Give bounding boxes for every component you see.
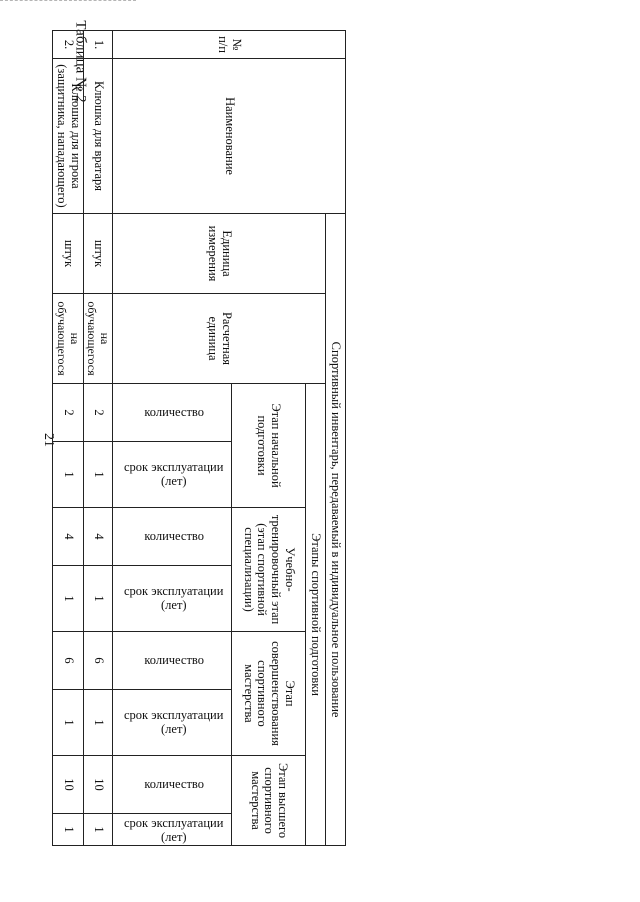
header-calc-unit: Расчетная единица bbox=[113, 294, 326, 384]
row-value: 1 bbox=[53, 814, 84, 846]
header-quantity-3: количество bbox=[113, 632, 232, 690]
table-row bbox=[53, 31, 84, 846]
row-name: Клюшка для вратаря bbox=[83, 59, 112, 214]
header-stage-training: Учебно-тренировочный этап (этап спортивной специализации) bbox=[232, 508, 306, 632]
row-value: 10 bbox=[83, 756, 112, 814]
row-value: 6 bbox=[53, 632, 84, 690]
header-quantity-4: количество bbox=[113, 756, 232, 814]
header-quantity-2: количество bbox=[113, 508, 232, 566]
row-value: 2 bbox=[53, 384, 84, 442]
table-row bbox=[83, 31, 112, 846]
header-stage-initial: Этап начальной подготовки bbox=[232, 384, 306, 508]
row-num: 2. bbox=[53, 31, 84, 59]
header-term-2: срок эксплуатации (лет) bbox=[113, 566, 232, 632]
header-term-1: срок эксплуатации (лет) bbox=[113, 442, 232, 508]
table-label-text: Таблица № 2 bbox=[72, 19, 89, 103]
page-number: 21 bbox=[41, 433, 56, 447]
row-value: 1 bbox=[83, 690, 112, 756]
header-num: № п/п bbox=[113, 31, 346, 59]
header-inventory-group: Спортивный инвентарь, передаваемый в индивидуальное пользование bbox=[326, 214, 346, 846]
header-name: Наименование bbox=[113, 59, 346, 214]
header-unit: Единица измерения bbox=[113, 214, 326, 294]
header-stage-improvement: Этап совершенствования спортивного мастерства bbox=[232, 632, 306, 756]
row-value: 1 bbox=[53, 566, 84, 632]
row-calc-unit: на обучающегося bbox=[83, 294, 112, 384]
row-value: 1 bbox=[83, 814, 112, 846]
row-num: 1. bbox=[83, 31, 112, 59]
header-stage-higher: Этап высшего спортивного мастерства bbox=[232, 756, 306, 846]
row-value: 1 bbox=[53, 690, 84, 756]
row-value: 1 bbox=[83, 566, 112, 632]
row-calc-unit: на обучающегося bbox=[53, 294, 84, 384]
header-quantity-1: количество bbox=[113, 384, 232, 442]
row-value: 4 bbox=[53, 508, 84, 566]
row-value: 1 bbox=[53, 442, 84, 508]
row-unit: штук bbox=[83, 214, 112, 294]
header-term-3: срок эксплуатации (лет) bbox=[113, 690, 232, 756]
row-value: 4 bbox=[83, 508, 112, 566]
header-stages-group: Этапы спортивной подготовки bbox=[306, 384, 326, 846]
row-value: 10 bbox=[53, 756, 84, 814]
header-term-4: срок эксплуатации (лет) bbox=[113, 814, 232, 846]
inventory-table bbox=[52, 30, 346, 846]
row-name: Клюшка для игрока (защитника, нападающего) bbox=[53, 59, 84, 214]
row-value: 1 bbox=[83, 442, 112, 508]
row-value: 2 bbox=[83, 384, 112, 442]
scan-edge-line bbox=[0, 0, 136, 2]
row-unit: штук bbox=[53, 214, 84, 294]
row-value: 6 bbox=[83, 632, 112, 690]
